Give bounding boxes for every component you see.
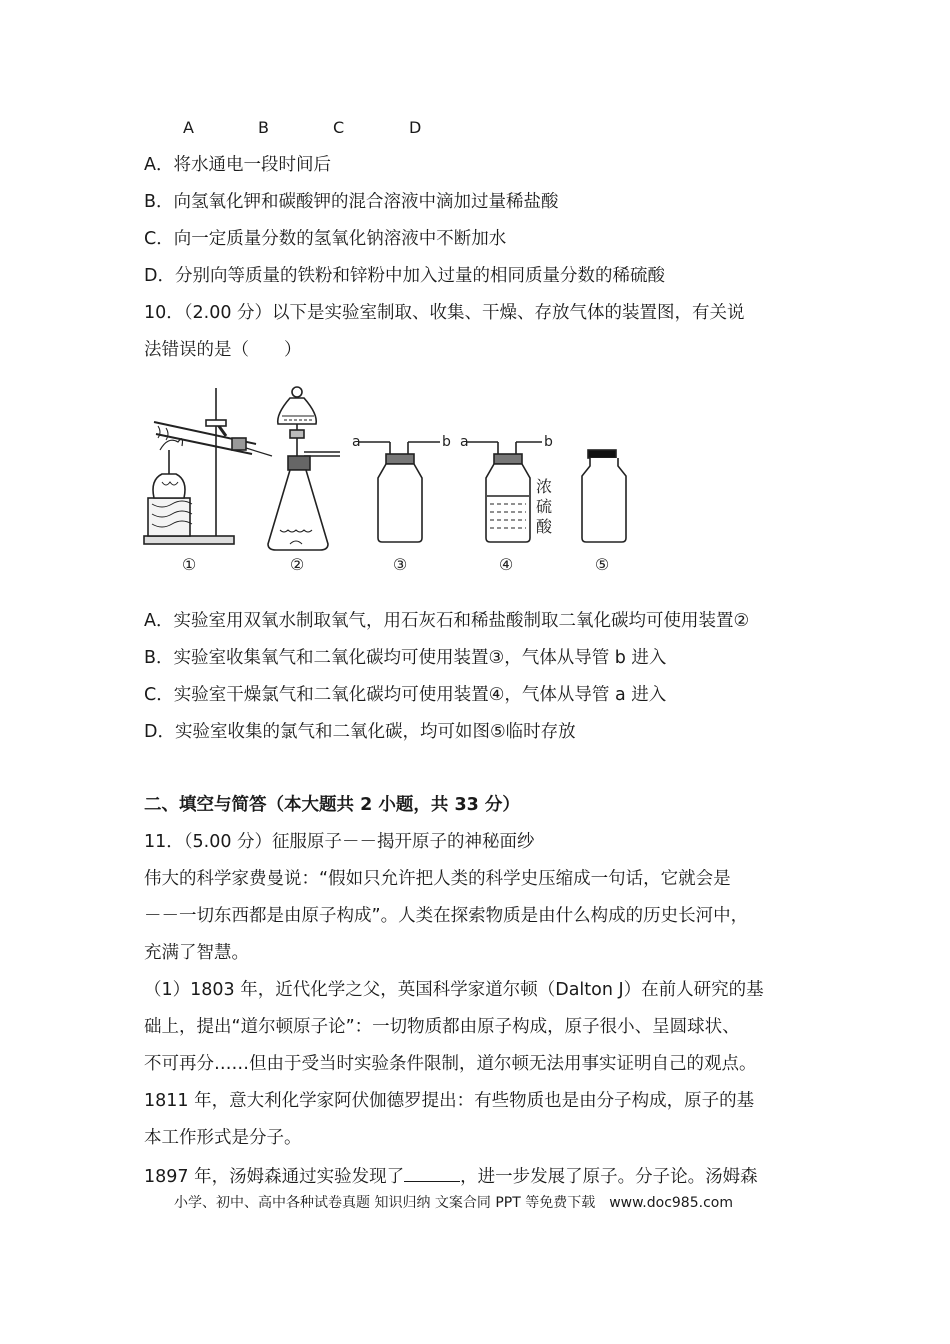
tube-a-label-4: a — [460, 434, 469, 450]
apparatus-5-storage — [582, 450, 626, 542]
graph-label-c: C — [333, 118, 345, 137]
q9-option-b: B．向氢氧化钾和碳酸钾的混合溶液中滴加过量稀盐酸 — [144, 192, 559, 212]
q10-option-a: A．实验室用双氧水制取氧气，用石灰石和稀盐酸制取二氧化碳均可使用装置② — [144, 611, 750, 631]
tube-a-label-3: a — [352, 434, 361, 450]
q11-text-line: 本工作形式是分子。 — [144, 1128, 302, 1148]
section-heading: 二、填空与简答（本大题共 2 小题，共 33 分） — [144, 795, 520, 815]
apparatus-label-3: ③ — [392, 555, 408, 574]
q9-option-a: A．将水通电一段时间后 — [144, 155, 331, 175]
graph-label-b: B — [258, 118, 269, 137]
apparatus-figure — [140, 380, 660, 580]
q11-text-line: （1）1803 年，近代化学之父，英国科学家道尔顿（Dalton J）在前人研究的基 — [144, 980, 764, 1000]
graph-label-d: D — [409, 118, 422, 137]
q9-option-c: C．向一定质量分数的氢氧化钠溶液中不断加水 — [144, 229, 507, 249]
apparatus-label-1: ① — [181, 555, 197, 574]
q10-stem-line1: 10．（2.00 分）以下是实验室制取、收集、干燥、存放气体的装置图，有关说 — [144, 303, 745, 323]
apparatus-label-2: ② — [289, 555, 305, 574]
q11-fill-line — [144, 1163, 758, 1189]
apparatus-label-4: ④ — [498, 555, 514, 574]
apparatus-1-heating — [144, 388, 272, 544]
apparatus-label-5: ⑤ — [594, 555, 610, 574]
q11-text-line: 础上，提出“道尔顿原子论”：一切物质都由原子构成，原子很小、呈圆球状、 — [144, 1017, 740, 1037]
tube-b-label-3: b — [442, 434, 451, 450]
apparatus-3-collector — [358, 442, 440, 542]
acid-char-2: 硫 — [536, 497, 553, 516]
q11-text-line: 1811 年，意大利化学家阿伏伽德罗提出：有些物质也是由分子构成，原子的基 — [144, 1091, 755, 1111]
q9-option-d: D．分别向等质量的铁粉和锌粉中加入过量的相同质量分数的稀硫酸 — [144, 266, 665, 286]
tube-b-label-4: b — [544, 434, 553, 450]
q10-option-b: B．实验室收集氧气和二氧化碳均可使用装置③，气体从导管 b 进入 — [144, 648, 667, 668]
q11-text-line: －－一切东西都是由原子构成”。人类在探索物质是由什么构成的历史长河中， — [144, 906, 749, 926]
answer-blank[interactable] — [404, 1163, 460, 1182]
page-footer: 小学、初中、高中各种试卷真题 知识归纳 文案合同 PPT 等免费下载 www.doc985.com — [174, 1195, 733, 1211]
graph-label-a: A — [183, 118, 194, 137]
q11-text-line: 不可再分……但由于受当时实验条件限制，道尔顿无法用事实证明自己的观点。 — [144, 1054, 757, 1074]
acid-char-3: 酸 — [536, 517, 553, 536]
q11-fill-after: ，进一步发展了原子。分子论。汤姆森 — [460, 1167, 758, 1187]
q10-stem-line2: 法错误的是（ ） — [144, 340, 302, 360]
q11-text-line: 伟大的科学家费曼说：“假如只允许把人类的科学史压缩成一句话，它就会是 — [144, 869, 731, 889]
apparatus-2-generator — [268, 387, 340, 550]
apparatus-4-dryer — [466, 442, 542, 542]
q10-option-c: C．实验室干燥氯气和二氧化碳均可使用装置④，气体从导管 a 进入 — [144, 685, 667, 705]
q11-fill-before: 1897 年，汤姆森通过实验发现了 — [144, 1167, 405, 1187]
q11-text-line: 充满了智慧。 — [144, 943, 249, 963]
acid-char-1: 浓 — [536, 477, 553, 496]
q10-option-d: D．实验室收集的氯气和二氧化碳，均可如图⑤临时存放 — [144, 722, 576, 742]
q11-title: 11．（5.00 分）征服原子－－揭开原子的神秘面纱 — [144, 832, 535, 852]
